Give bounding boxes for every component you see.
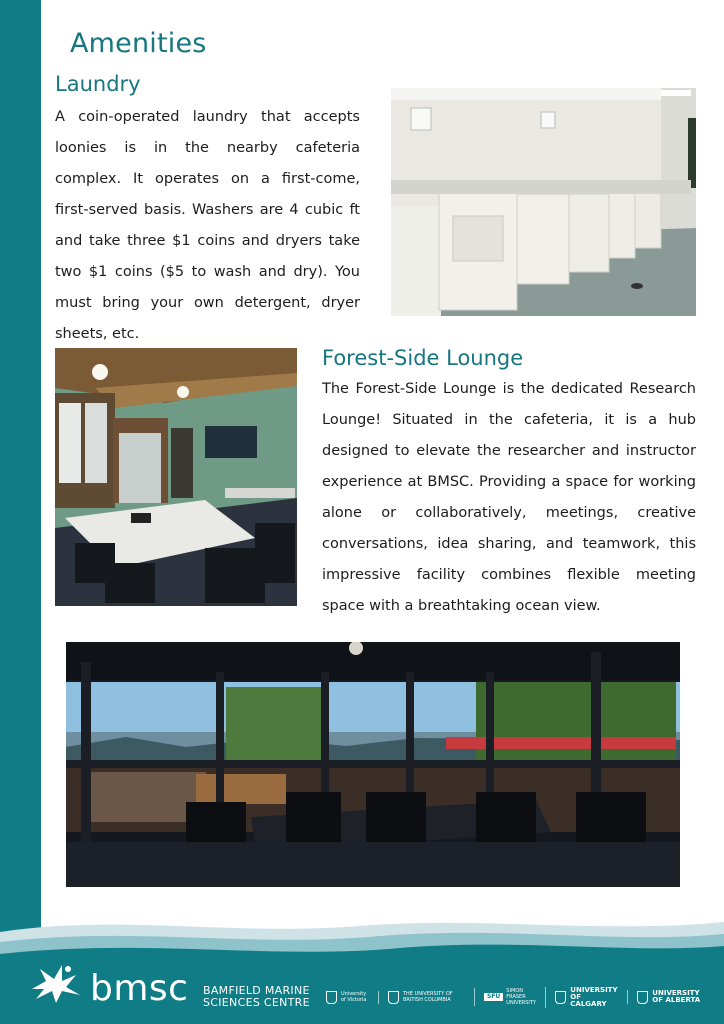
lounge-description: The Forest-Side Lounge is the dedicated Research Lounge! Situated in the cafeteria, it is a hub designed to elevate the researcher and instructor experience at BMSC. Providing a space for working alone or collaboratively, meetings, creative conversations, idea sharing, and teamwork, this impressive facility combines flexible meeting space with a breathtaking ocean view. — [322, 381, 696, 614]
partner-ucalgary-logo: UNIVERSITY OF CALGARY — [545, 987, 627, 1008]
partner-logos — [326, 986, 717, 1008]
partner-ualberta-logo: UNIVERSITY OF ALBERTA — [627, 990, 717, 1004]
lounge-interior-photo — [55, 348, 297, 606]
centre-name-line1: BAMFIELD MARINE — [203, 984, 310, 997]
bird-logo-icon — [28, 961, 84, 1005]
shield-icon — [326, 991, 337, 1004]
partner-sfu-logo: SFU SIMON FRASER UNIVERSITY — [474, 988, 545, 1006]
partner-uvic-logo: University of Victoria — [326, 991, 378, 1004]
centre-name-line2: SCIENCES CENTRE — [203, 996, 310, 1009]
lounge-heading: Forest-Side Lounge — [322, 346, 524, 370]
laundry-description: A coin-operated laundry that accepts loonies is in the nearby cafeteria complex. It operates on a first-come, first-served basis. Washers are 4 cubic ft and take three $1 coins and dryers take two $1 coins ($5 to wash and dry). You must bring your own detergent, dryer sheets, etc. — [55, 109, 360, 342]
centre-name — [203, 985, 310, 1009]
shield-icon — [637, 991, 648, 1004]
page-title: Amenities — [70, 28, 207, 59]
shield-icon — [388, 991, 399, 1004]
partner-ubc-logo: THE UNIVERSITY OF BRITISH COLUMBIA — [378, 991, 474, 1004]
lounge-ocean-view-photo — [66, 642, 680, 887]
side-accent-strip — [0, 0, 41, 1024]
bmsc-wordmark: bmsc — [90, 968, 189, 1009]
laundry-heading: Laundry — [55, 72, 141, 96]
shield-icon — [555, 991, 566, 1004]
laundry-room-photo — [391, 88, 696, 316]
